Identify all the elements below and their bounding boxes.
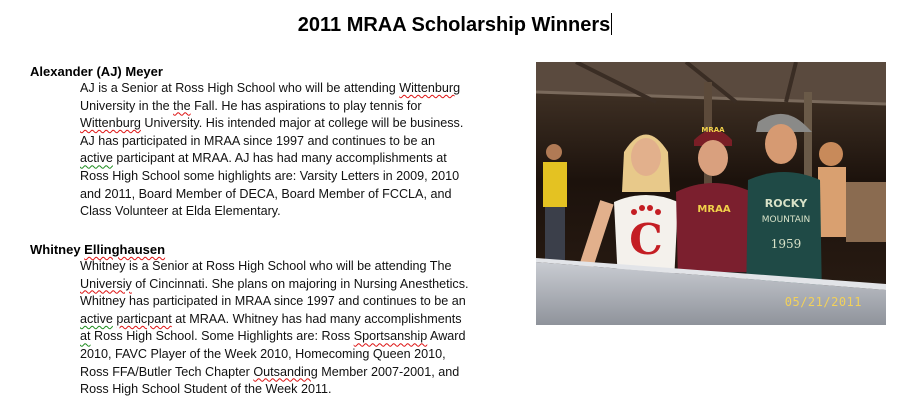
svg-text:MOUNTAIN: MOUNTAIN	[761, 215, 811, 225]
bio-line: Ross High School Student of the Week 2011.	[80, 382, 332, 397]
bio-line: Wittenburg University. His intended major at college will be business.	[80, 116, 464, 131]
bio-line: 2010, FAVC Player of the Week 2010, Homecoming Queen 2010,	[80, 346, 446, 361]
page-title: 2011 MRAA Scholarship Winners	[297, 14, 611, 36]
bio-line: at Ross High School. Some Highlights are: Ross Sportsanship Award	[80, 329, 466, 344]
bio-line: and 2011, Board Member of DECA, Board Member of FCCLA, and	[80, 186, 452, 201]
bio-line: AJ is a Senior at Ross High School who will be attending Wittenburg	[80, 81, 461, 95]
svg-text:1959: 1959	[770, 237, 802, 251]
bio-line: University in the the Fall. He has aspirations to play tennis for	[80, 98, 422, 113]
svg-text:ROCKY: ROCKY	[764, 197, 808, 210]
bio-line: active participant at MRAA. AJ has had many accomplishments at	[80, 151, 447, 166]
winners-photo	[536, 62, 886, 325]
bio-line: Universiy of Cincinnati. She plans on majoring in Nursing Anesthetics.	[80, 276, 469, 291]
bio-line: Ross High School some highlights are: Varsity Letters in 2009, 2010	[80, 168, 460, 183]
bio-line: Whitney has participated in MRAA since 1997 and continues to be an	[80, 294, 466, 309]
bio-line: Class Volunteer at Elda Elementary.	[80, 204, 281, 219]
winner-bio	[30, 80, 530, 221]
svg-text:C: C	[629, 215, 663, 264]
bio-line: Ross FFA/Butler Tech Chapter Outsanding Member 2007-2001, and	[80, 364, 460, 379]
bio-line: active particpant at MRAA. Whitney has had many accomplishments	[80, 311, 462, 326]
photo-date-stamp: 05/21/2011	[784, 295, 862, 309]
svg-text:MRAA: MRAA	[697, 204, 731, 215]
bio-line: Whitney is a Senior at Ross High School who will be attending The	[80, 259, 452, 273]
bio-line: AJ has participated in MRAA since 1997 and continues to be an	[80, 133, 435, 148]
winner-bio	[30, 258, 530, 399]
svg-text:MRAA: MRAA	[701, 126, 725, 134]
photo-icon	[536, 62, 886, 325]
winner-name: Whitney Ellinghausen	[30, 242, 166, 257]
text-cursor	[611, 13, 612, 35]
winner-entry-aj-meyer	[30, 63, 530, 221]
winner-name: Alexander (AJ) Meyer	[30, 64, 163, 79]
winner-entry-whitney-ellinghausen	[30, 241, 530, 399]
